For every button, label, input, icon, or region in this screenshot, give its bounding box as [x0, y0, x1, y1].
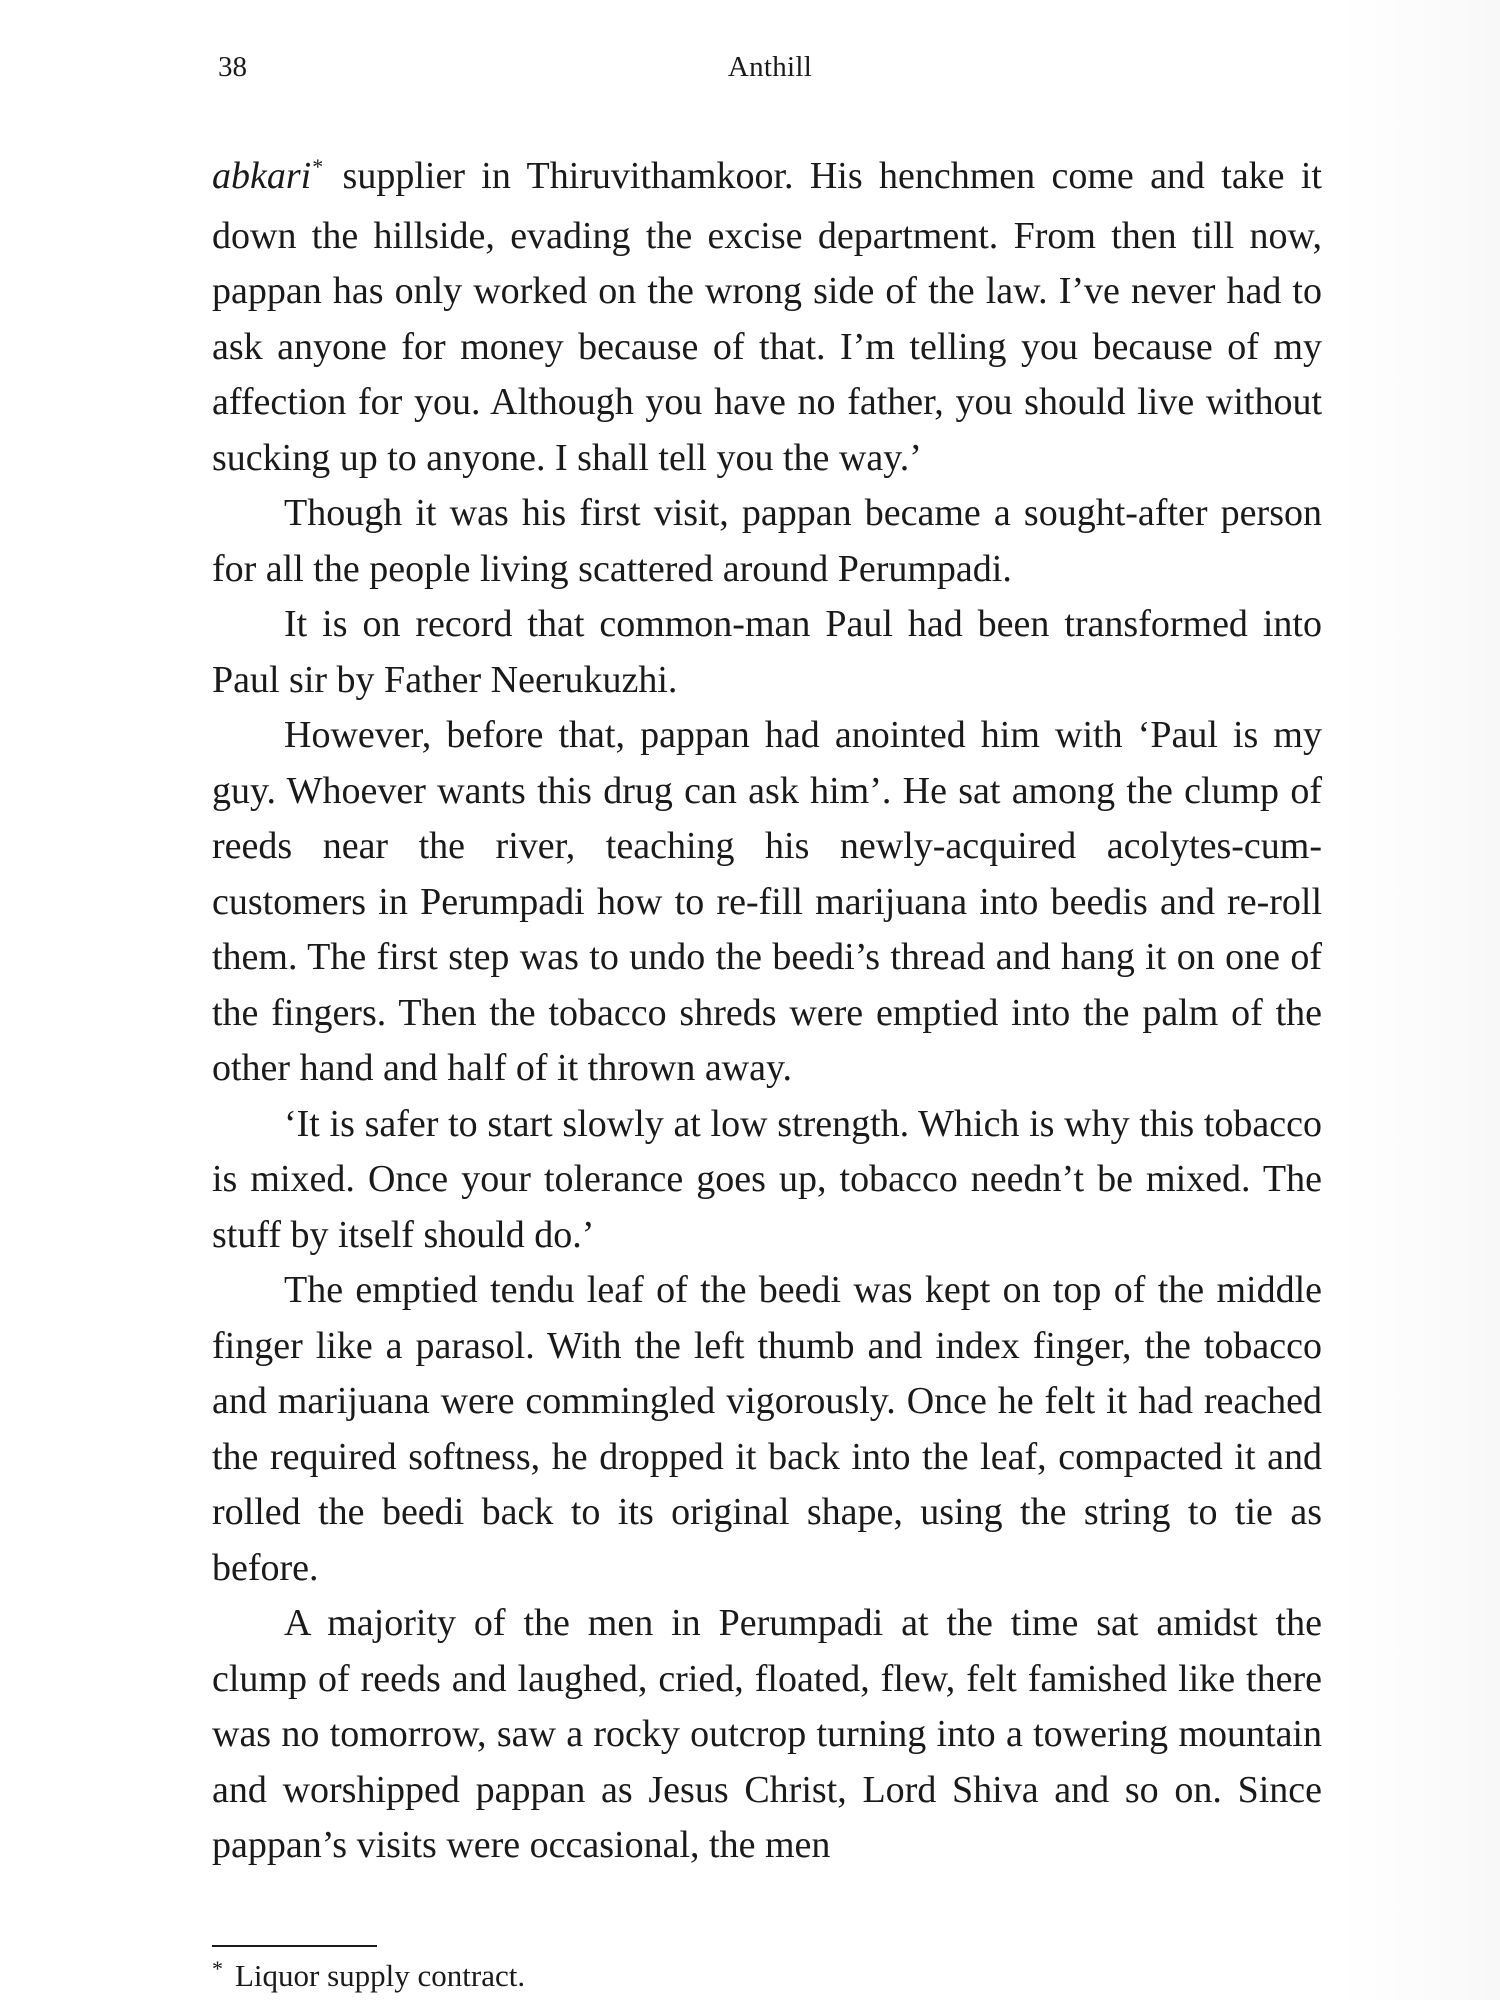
paragraph: Though it was his first visit, pappan became a sought-after person for all the people living scattered around Perumpadi. — [212, 492, 1322, 590]
page-edge-shadow — [1340, 0, 1500, 2000]
paragraph: It is on record that common-man Paul had been transformed into Paul sir by Father Neerukuzhi. — [212, 603, 1322, 701]
paragraph: The emptied tendu leaf of the beedi was kept on top of the middle finger like a parasol. With the left thumb and index finger, the tobacco and marijuana were commingled vigorously. Once he felt it had reached the required softness, he dropped it back into the leaf, compacted it and rolled the beedi back to its original shape, using the string to tie as before. — [212, 1269, 1322, 1589]
page-number: 38 — [218, 51, 247, 83]
paragraph: A majority of the men in Perumpadi at the time sat amidst the clump of reeds and laughed, cried, floated, flew, felt famished like there was no tomorrow, saw a rocky outcrop turning into a towering mountain and worshipped pappan as Jesus Christ, Lord Shiva and so on. Since pappan’s visits were occasional, the men — [212, 1602, 1322, 1866]
footnote-divider — [212, 1945, 377, 1947]
paragraph-text: supplier in Thiruvithamkoor. His henchmen come and take it down the hillside, evading the excise department. From then till now, pappan has only worked on the wrong side of the law. I’ve never had to ask anyone for money because of that. I’m telling you because of my affection for you. Although you have no father, you should live without sucking up to anyone. I shall tell you the way.’ — [212, 155, 1322, 479]
running-title: Anthill — [727, 51, 813, 83]
italic-term: abkari — [212, 155, 312, 197]
footnote — [212, 1958, 525, 1997]
paragraph: ‘It is safer to start slowly at low strength. Which is why this tobacco is mixed. Once your tolerance goes up, tobacco needn’t be mixed. The stuff by itself should do.’ — [212, 1102, 1322, 1256]
footnote-text: Liquor supply contract. — [235, 1958, 526, 1993]
body-text — [212, 149, 1322, 1874]
running-header — [218, 50, 1322, 84]
footnote-marker: * — [312, 154, 324, 179]
paragraph: However, before that, pappan had anointed him with ‘Paul is my guy. Whoever wants this drug can ask him’. He sat among the clump of reeds near the river, teaching his newly-acquired acolytes-cum-customers in Perumpadi how to re-fill marijuana into beedis and re-roll them. The first step was to undo the beedi’s thread and hang it on one of the fingers. Then the tobacco shreds were emptied into the palm of the other hand and half of it thrown away. — [212, 714, 1322, 1089]
paragraph-continued — [212, 149, 1322, 486]
footnote-marker: * — [212, 1956, 223, 1981]
